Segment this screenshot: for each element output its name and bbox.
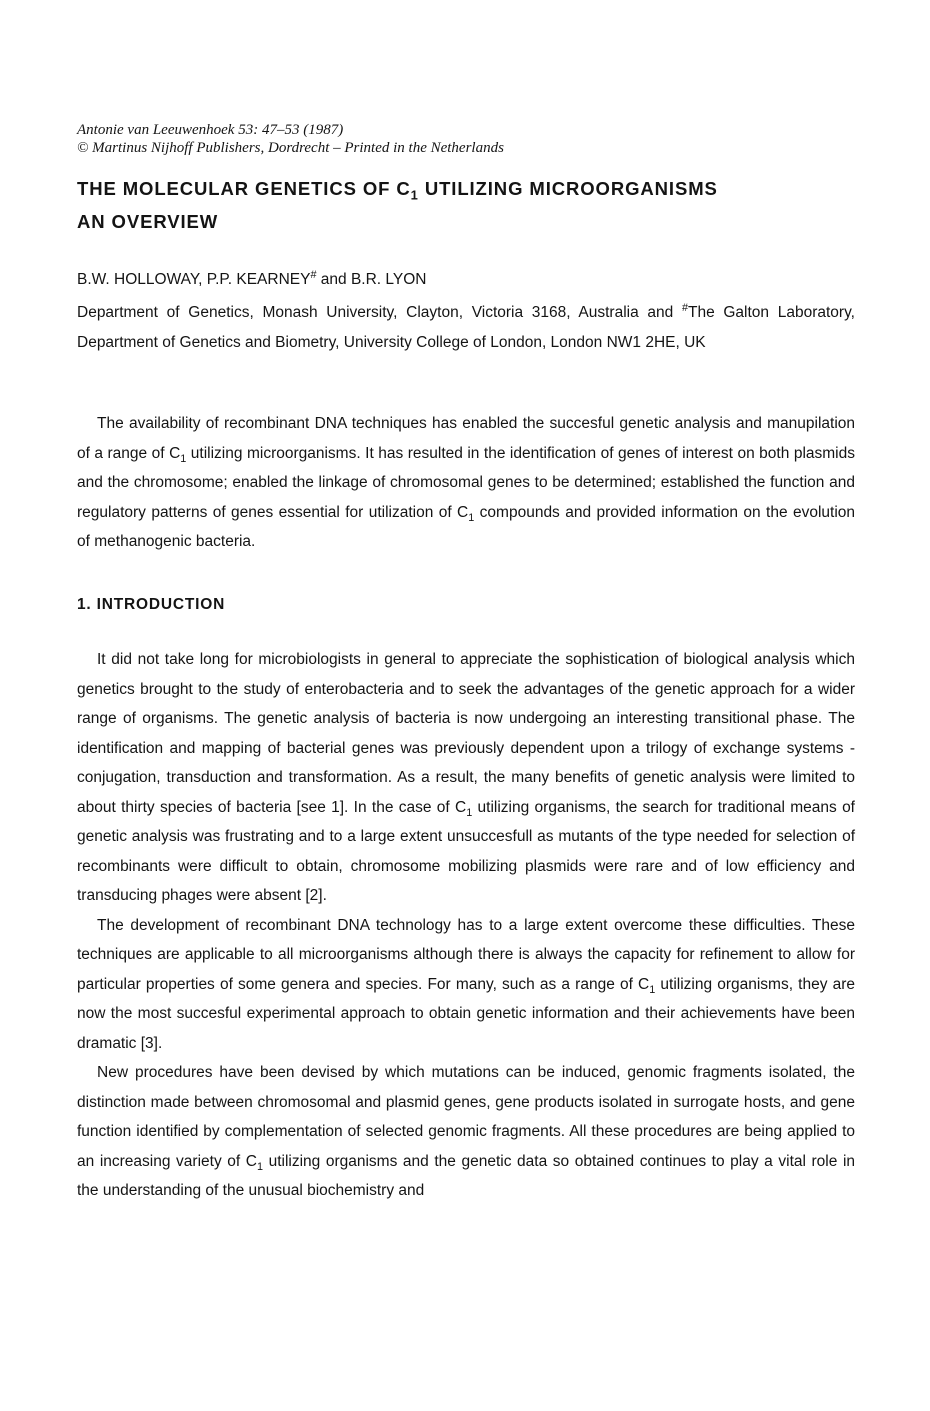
journal-citation: Antonie van Leeuwenhoek 53: 47–53 (1987) [77,122,344,138]
paper-title [77,172,877,238]
paragraph: New procedures have been devised by which mutations can be induced, genomic fragments isolated, the distinction made between chromosomal and plasmid genes, gene products isolated in surrogate hosts, and gene function identified by complementation of selected genomic fragments. All these procedures are being applied to an increasing variety of $C_1$ utilizing organisms and the genetic data so obtained continues to play a vital role in the understanding of the unusual biochemistry and [77,1064,856,1199]
affiliation-mark: # [310,269,317,282]
section-heading-introduction: 1. INTRODUCTION [77,596,226,613]
paragraph: It did not take long for microbiologists in general to appreciate the sophistication of biological analysis which genetics brought to the study of enterobacteria and to seek the advantages of the genetic approach for a wider range of organisms. The genetic analysis of bacteria is now undergoing an interesting transitional phase. The identification and mapping of bacterial genes was previously dependent upon a trilogy of exchange systems - conjugation, transduction and transformation. As a result, the many benefits of genetic analysis were limited to about thirty species of bacteria [see 1]. In the case of $C_1$ utilizing organisms, the search for traditional means of genetic analysis was frustrating and to a large extent unsuccesfull as mutants of the type needed for selection of recombinants were difficult to obtain, chromosome mobilizing plasmids were rare and of low efficiency and transducing phages were absent [2]. [77,651,855,904]
affiliation-mark: # [681,302,688,315]
paragraph: The development of recombinant DNA technology has to a large extent overcome these difficulties. These techniques are applicable to all microorganisms although there is always the capacity for refinement to allow for particular properties of some genera and species. For many, such as a range of $C_1$ utilizing organisms, they are now the most succesful experimental approach to obtain genetic information and their achievements have been dramatic [3]. [77,916,855,1052]
title-line-1: THE MOLECULAR GENETICS OF $C_1$ UTILIZING MICROORGANISMS [77,178,718,203]
title-line-2: AN OVERVIEW [77,211,219,232]
author-list: B.W. HOLLOWAY, P.P. KEARNEY# and B.R. LYON [77,269,427,288]
introduction-body [77,645,855,1206]
publisher-line: © Martinus Nijhoff Publishers, Dordrecht – Printed in the Netherlands [77,140,504,156]
affiliation: Department of Genetics, Monash University, Clayton, Victoria 3168, Australia and #The Galton Laboratory, Department of Genetics and Biometry, University College of London, London NW1 2HE, UK [77,302,855,351]
abstract: The availability of recombinant DNA techniques has enabled the succesful genetic analysis and manupilation of a range of $C_1$ utilizing microorganisms. It has resulted in the identification of genes of interest on both plasmids and the chromosome; enabled the linkage of chromosomal genes to be determined; established the function and regulatory patterns of genes essential for utilization of $C_1$ compounds and provided information on the evolution of methanogenic bacteria. [77,415,855,550]
journal-header [77,121,857,157]
